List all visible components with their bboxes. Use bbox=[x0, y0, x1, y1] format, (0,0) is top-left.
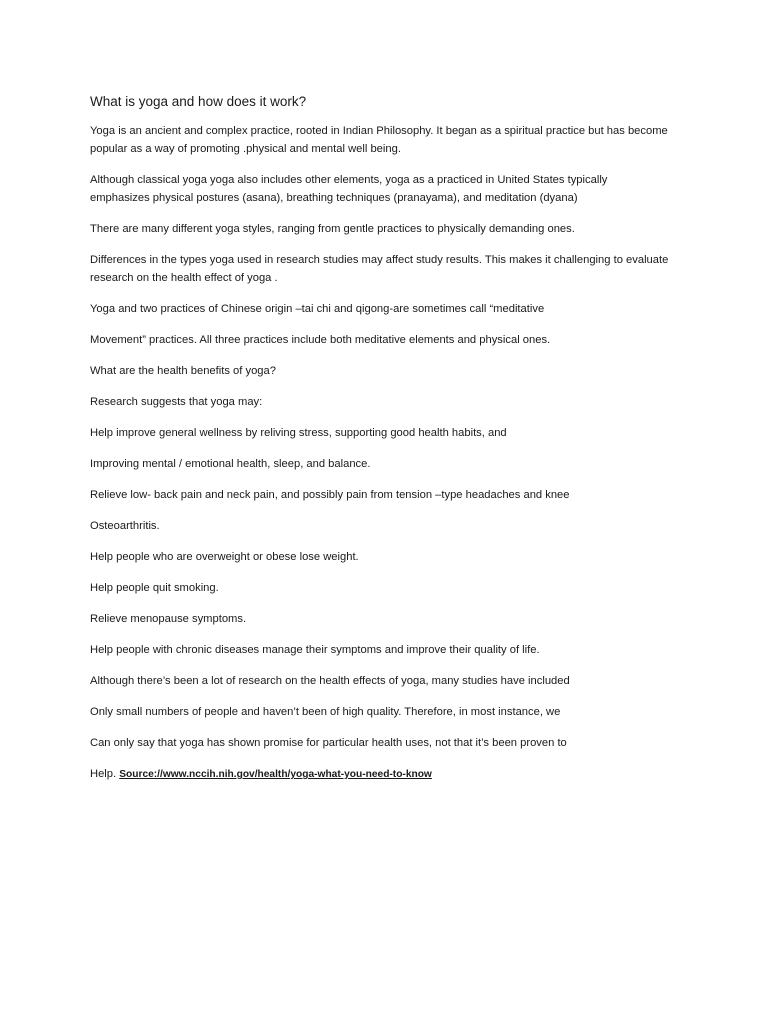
paragraph-yoga-styles: There are many different yoga styles, ranging from gentle practices to physically demanding ones. bbox=[90, 223, 575, 235]
source-link[interactable]: Source://www.nccih.nih.gov/health/yoga-what-you-need-to-know bbox=[119, 769, 432, 780]
line-general-wellness: Help improve general wellness by reliving stress, supporting good health habits, and bbox=[90, 427, 507, 439]
line-shown-promise: Can only say that yoga has shown promise for particular health uses, not that it’s been proven to bbox=[90, 737, 567, 749]
line-mental-health: Improving mental / emotional health, sleep, and balance. bbox=[90, 458, 371, 470]
document-page bbox=[90, 93, 670, 796]
line-meditative-movement: Movement” practices. All three practices include both meditative elements and physical ones. bbox=[90, 334, 551, 346]
paragraph-yoga-origins: Yoga is an ancient and complex practice, rooted in Indian Philosophy. It began as a spiritual practice but has become popular as a way of promoting .physical and mental well being. bbox=[90, 125, 668, 155]
document-title: What is yoga and how does it work? bbox=[90, 94, 307, 109]
line-menopause: Relieve menopause symptoms. bbox=[90, 613, 247, 625]
line-chronic-diseases: Help people with chronic diseases manage their symptoms and improve their quality of life. bbox=[90, 644, 540, 656]
line-research-effects: Although there’s been a lot of research on the health effects of yoga, many studies have included bbox=[90, 675, 570, 687]
line-research-suggests: Research suggests that yoga may: bbox=[90, 396, 263, 408]
paragraph-research-differences: Differences in the types yoga used in research studies may affect study results. This makes it challenging to evaluate research on the health effect of yoga . bbox=[90, 254, 669, 284]
line-source bbox=[90, 765, 670, 783]
line-osteoarthritis: Osteoarthritis. bbox=[90, 520, 160, 532]
line-chinese-practices: Yoga and two practices of Chinese origin –tai chi and qigong-are sometimes call “meditative bbox=[90, 303, 545, 315]
section-heading-health-benefits: What are the health benefits of yoga? bbox=[90, 365, 276, 377]
line-lose-weight: Help people who are overweight or obese lose weight. bbox=[90, 551, 359, 563]
paragraph-classical-yoga: Although classical yoga yoga also includes other elements, yoga as a practiced in United States typically emphasizes physical postures (asana), breathing techniques (pranayama), and meditation (dyana) bbox=[90, 174, 608, 204]
line-back-pain: Relieve low- back pain and neck pain, and possibly pain from tension –type headaches and knee bbox=[90, 489, 570, 501]
line-quit-smoking: Help people quit smoking. bbox=[90, 582, 219, 594]
line-small-numbers: Only small numbers of people and haven’t been of high quality. Therefore, in most instance, we bbox=[90, 706, 561, 718]
source-prefix: Help. bbox=[90, 768, 120, 780]
